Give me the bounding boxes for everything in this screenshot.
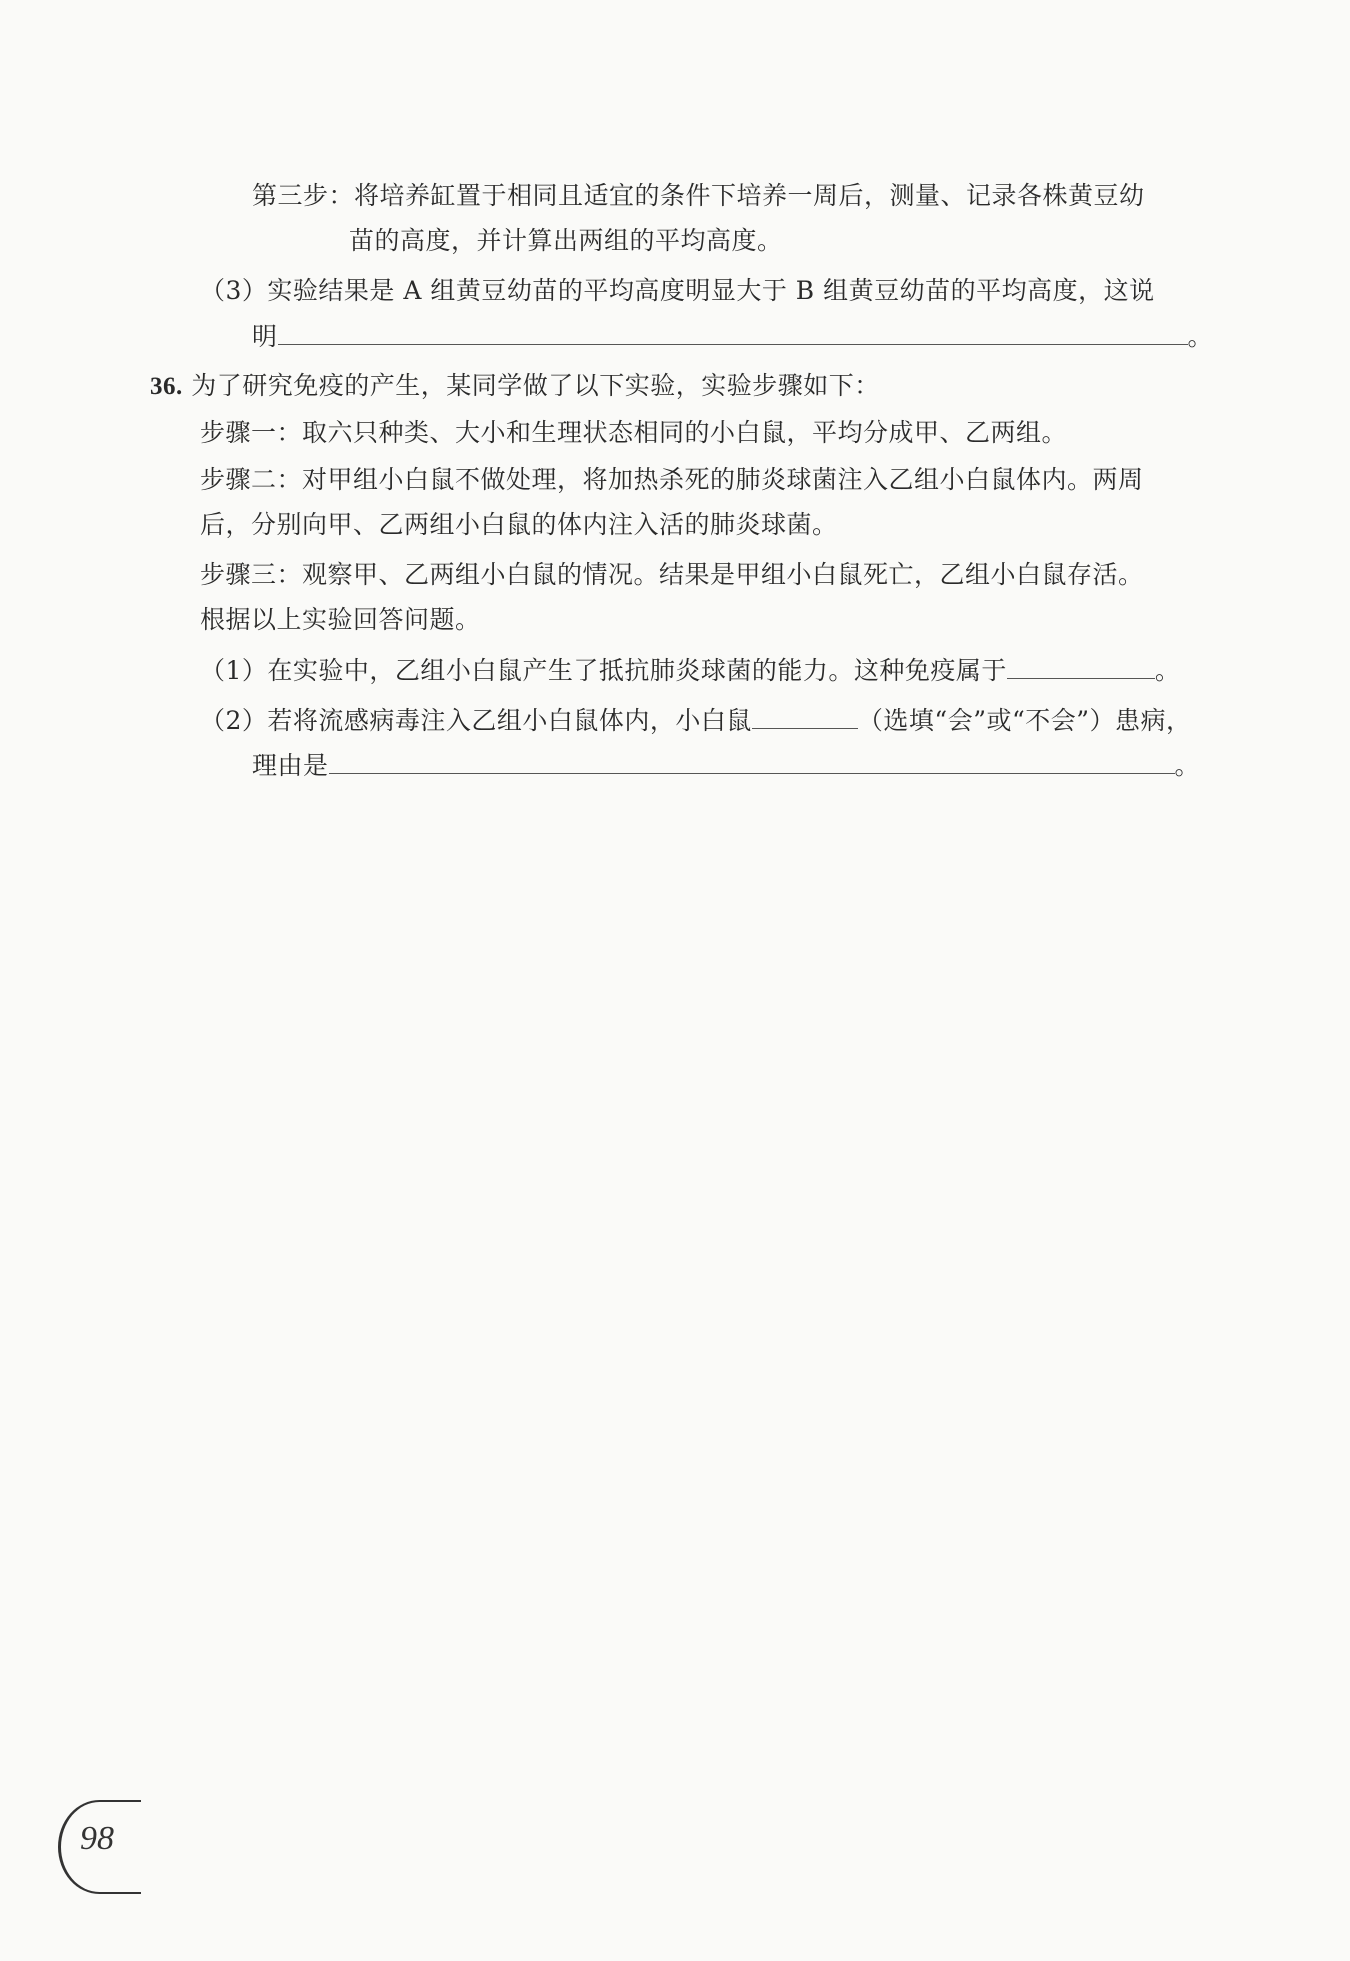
q36-sub2-choice-blank[interactable] <box>752 700 858 729</box>
q36-sub1-answer-blank[interactable] <box>1007 650 1155 679</box>
q36-sub2-suffix: （选填“会”或“不会”）患病， <box>857 706 1192 735</box>
q36-intro-line <box>150 366 880 407</box>
q36-step2-line2: 后，分别向甲、乙两组小白鼠的体内注入活的肺炎球菌。 <box>200 510 838 539</box>
q36-sub1 <box>200 650 1180 691</box>
q36-sub2-reason-blank[interactable] <box>329 745 1175 774</box>
q36-sub1-prefix: （1）在实验中，乙组小白鼠产生了抵抗肺炎球菌的能力。这种免疫属于 <box>200 656 1007 685</box>
q35-sub3-line1: （3）实验结果是 A 组黄豆幼苗的平均高度明显大于 B 组黄豆幼苗的平均高度，这说 <box>200 276 1155 305</box>
q36-step2-line1: 步骤二：对甲组小白鼠不做处理，将加热杀死的肺炎球菌注入乙组小白鼠体内。两周 <box>200 465 1144 494</box>
q36-step3: 步骤三：观察甲、乙两组小白鼠的情况。结果是甲组小白鼠死亡，乙组小白鼠存活。 <box>200 560 1144 589</box>
q35-sub3-suffix: 。 <box>1187 322 1214 351</box>
q36-sub2-reason-prefix: 理由是 <box>252 751 329 780</box>
q36-sub2-reason-suffix: 。 <box>1174 751 1201 780</box>
page-number-badge <box>58 1800 138 1890</box>
q35-step3-line1: 第三步：将培养缸置于相同且适宜的条件下培养一周后，测量、记录各株黄豆幼 <box>252 181 1145 210</box>
q35-step3-line2: 苗的高度，并计算出两组的平均高度。 <box>349 226 783 255</box>
page-number: 98 <box>80 1820 114 1857</box>
q36-sub2-line1 <box>200 700 1192 741</box>
q35-sub3-line2 <box>252 316 1213 357</box>
q36-number: 36. <box>150 373 183 400</box>
q35-sub3-answer-blank[interactable] <box>278 316 1188 345</box>
q36-sub2-prefix: （2）若将流感病毒注入乙组小白鼠体内，小白鼠 <box>200 706 752 735</box>
q36-sub1-suffix: 。 <box>1154 656 1181 685</box>
q36-sub2-line2 <box>252 745 1200 786</box>
q36-intro: 为了研究免疫的产生，某同学做了以下实验，实验步骤如下： <box>191 371 880 400</box>
q35-sub3-prefix: 明 <box>252 322 278 351</box>
q36-answer-prompt: 根据以上实验回答问题。 <box>200 605 481 634</box>
q36-step1: 步骤一：取六只种类、大小和生理状态相同的小白鼠，平均分成甲、乙两组。 <box>200 418 1068 447</box>
